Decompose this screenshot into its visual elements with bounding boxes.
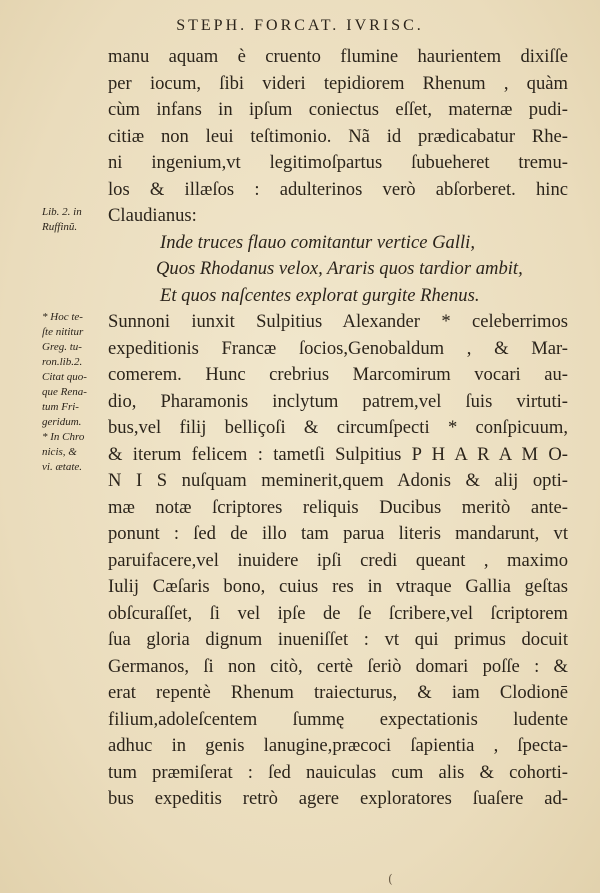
text-line: Germanos, ſi non citò, certè ſeriò domari poſſe : &: [108, 655, 568, 677]
verse-line: Inde truces flauo comitantur vertice Galli,: [160, 231, 475, 253]
text-line: Iulij Cæſaris bono, cuius res in vtraque Gallia geſtas: [108, 576, 568, 597]
margin-note-line: Lib. 2. in: [42, 206, 82, 218]
margin-note-citations: [42, 310, 104, 475]
text-line: ni ingenium,vt legitimoſpartus ſubueheret tremu-: [108, 152, 568, 173]
verse-line: Quos Rhodanus velox, Araris quos tardior ambit,: [156, 258, 523, 279]
margin-note-line: geridum.: [42, 416, 82, 428]
verse-line: Et quos naſcentes explorat gurgite Rhenus.: [160, 284, 480, 306]
margin-note-line: Greg. tu-: [42, 341, 82, 353]
text-line: citiæ non leui teſtimonio. Nã id prædicabatur Rhe-: [108, 125, 568, 147]
text-line: mæ notæ ſcriptores reliquis Ducibus meritò ante-: [108, 496, 568, 518]
margin-note-line: * In Chro: [42, 431, 85, 443]
text-line: bus,vel filij belliçoſi & circumſpecti * conſpicuum,: [108, 417, 568, 438]
text-line: Claudianus:: [108, 205, 197, 226]
text-line: paruifacere,vel inuidere ipſi credi queant , maximo: [108, 549, 568, 571]
text-line: ſua gloria dignum inueniſſet : vt qui primus docuit: [108, 629, 568, 650]
margin-note-line: Ruffinũ.: [42, 221, 78, 233]
margin-note-line: tum Fri-: [42, 401, 79, 413]
text-line: obſcuraſſet, ſi vel ipſe de ſe ſcribere,vel ſcriptorem: [108, 602, 568, 624]
text-line: & iterum felicem : tametſi Sulpitius P H A R A M O-: [108, 443, 568, 465]
text-line: tum præmiſerat : ſed nauiculas cum alis & cohorti-: [108, 761, 568, 783]
text-line: ponunt : ſed de illo tam parua literis mandarunt, vt: [108, 523, 568, 544]
text-line: comerem. Hunc crebrius Marcomirum vocari au-: [108, 364, 568, 385]
footer-mark: (: [388, 872, 393, 886]
text-line: expeditionis Francæ ſocios,Genobaldum , & Mar-: [108, 337, 568, 359]
margin-note-line: ſte nititur: [42, 326, 84, 338]
text-line: Sunnoni iunxit Sulpitius Alexander * celeberrimos: [108, 311, 568, 332]
margin-note-line: * Hoc te-: [42, 311, 83, 323]
text-line: manu aquam è cruento flumine haurientem dixiſſe: [108, 46, 568, 67]
text-line: los & illæſos : adulterinos verò abſorberet. hinc: [108, 178, 568, 200]
text-line: per iocum, ſibi videri tepidiorem Rhenum , quàm: [108, 72, 568, 94]
text-line: bus expeditis retrò agere exploratores ſuaſere ad-: [108, 788, 568, 809]
text-line: N I S nuſquam meminerit,quem Adonis & alij opti-: [108, 470, 568, 491]
text-line: erat repentè Rhenum traiecturus, & iam Clodionē: [108, 682, 568, 703]
margin-note-line: vi. ætate.: [42, 461, 83, 473]
text-line: dio, Pharamonis inclytum patrem,vel ſuis virtuti-: [108, 390, 568, 412]
text-line: filium,adoleſcentem ſummę expectationis ludente: [108, 708, 568, 730]
margin-note-line: nicis, &: [42, 446, 77, 458]
margin-note-line: ron.lib.2.: [42, 356, 83, 368]
text-line: cùm infans in ipſum coniectus eſſet, maternæ pudi-: [108, 99, 568, 120]
main-text-block: [108, 44, 568, 813]
running-header: STEPH. FORCAT. IVRISC.: [176, 17, 424, 34]
margin-note-line: Citat quo-: [42, 371, 87, 383]
text-line: adhuc in genis lanugine,præcoci ſapientia , ſpecta-: [108, 735, 568, 756]
margin-note-line: que Rena-: [42, 386, 87, 398]
margin-note-reference: [42, 205, 104, 235]
